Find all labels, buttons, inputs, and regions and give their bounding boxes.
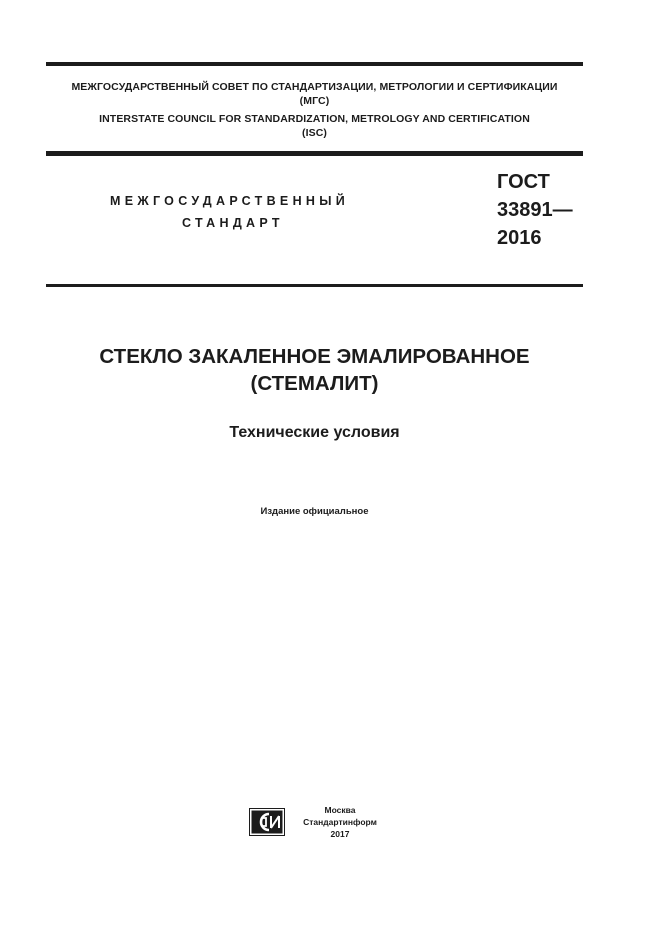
document-title <box>46 343 583 397</box>
designation-year: 2016 <box>497 227 542 249</box>
imprint-publisher: Стандартинформ <box>303 817 377 827</box>
standard-type-line2: СТАНДАРТ <box>182 216 284 230</box>
document-title-line2: (СТЕМАЛИТ) <box>250 372 379 395</box>
document-subtitle: Технические условия <box>229 424 400 441</box>
council-name-ru-line1: МЕЖГОСУДАРСТВЕННЫЙ СОВЕТ ПО СТАНДАРТИЗАЦИИ, МЕТРОЛОГИИ И СЕРТИФИКАЦИИ <box>71 81 558 93</box>
designation-number: 33891— <box>497 199 573 221</box>
imprint-year: 2017 <box>330 829 350 839</box>
council-name-en-line1: INTERSTATE COUNCIL FOR STANDARDIZATION, METROLOGY AND CERTIFICATION <box>99 113 530 125</box>
council-name-en <box>46 112 583 140</box>
imprint-city: Москва <box>324 805 356 815</box>
standartinform-logo-icon <box>249 808 285 836</box>
imprint <box>300 804 380 840</box>
edition-note: Издание официальное <box>260 506 369 517</box>
council-abbr-en: (ISC) <box>302 127 327 139</box>
standard-designation <box>497 168 573 252</box>
top-rule <box>46 62 583 66</box>
document-title-line1: СТЕКЛО ЗАКАЛЕННОЕ ЭМАЛИРОВАННОЕ <box>99 345 530 368</box>
council-name-ru <box>46 80 583 108</box>
designation-prefix: ГОСТ <box>497 171 550 193</box>
standard-type-line1: МЕЖГОСУДАРСТВЕННЫЙ <box>110 194 350 208</box>
bottom-rule <box>46 284 583 287</box>
council-abbr-ru: (МГС) <box>299 95 330 107</box>
middle-rule <box>46 151 583 156</box>
standard-type-label <box>110 190 360 234</box>
